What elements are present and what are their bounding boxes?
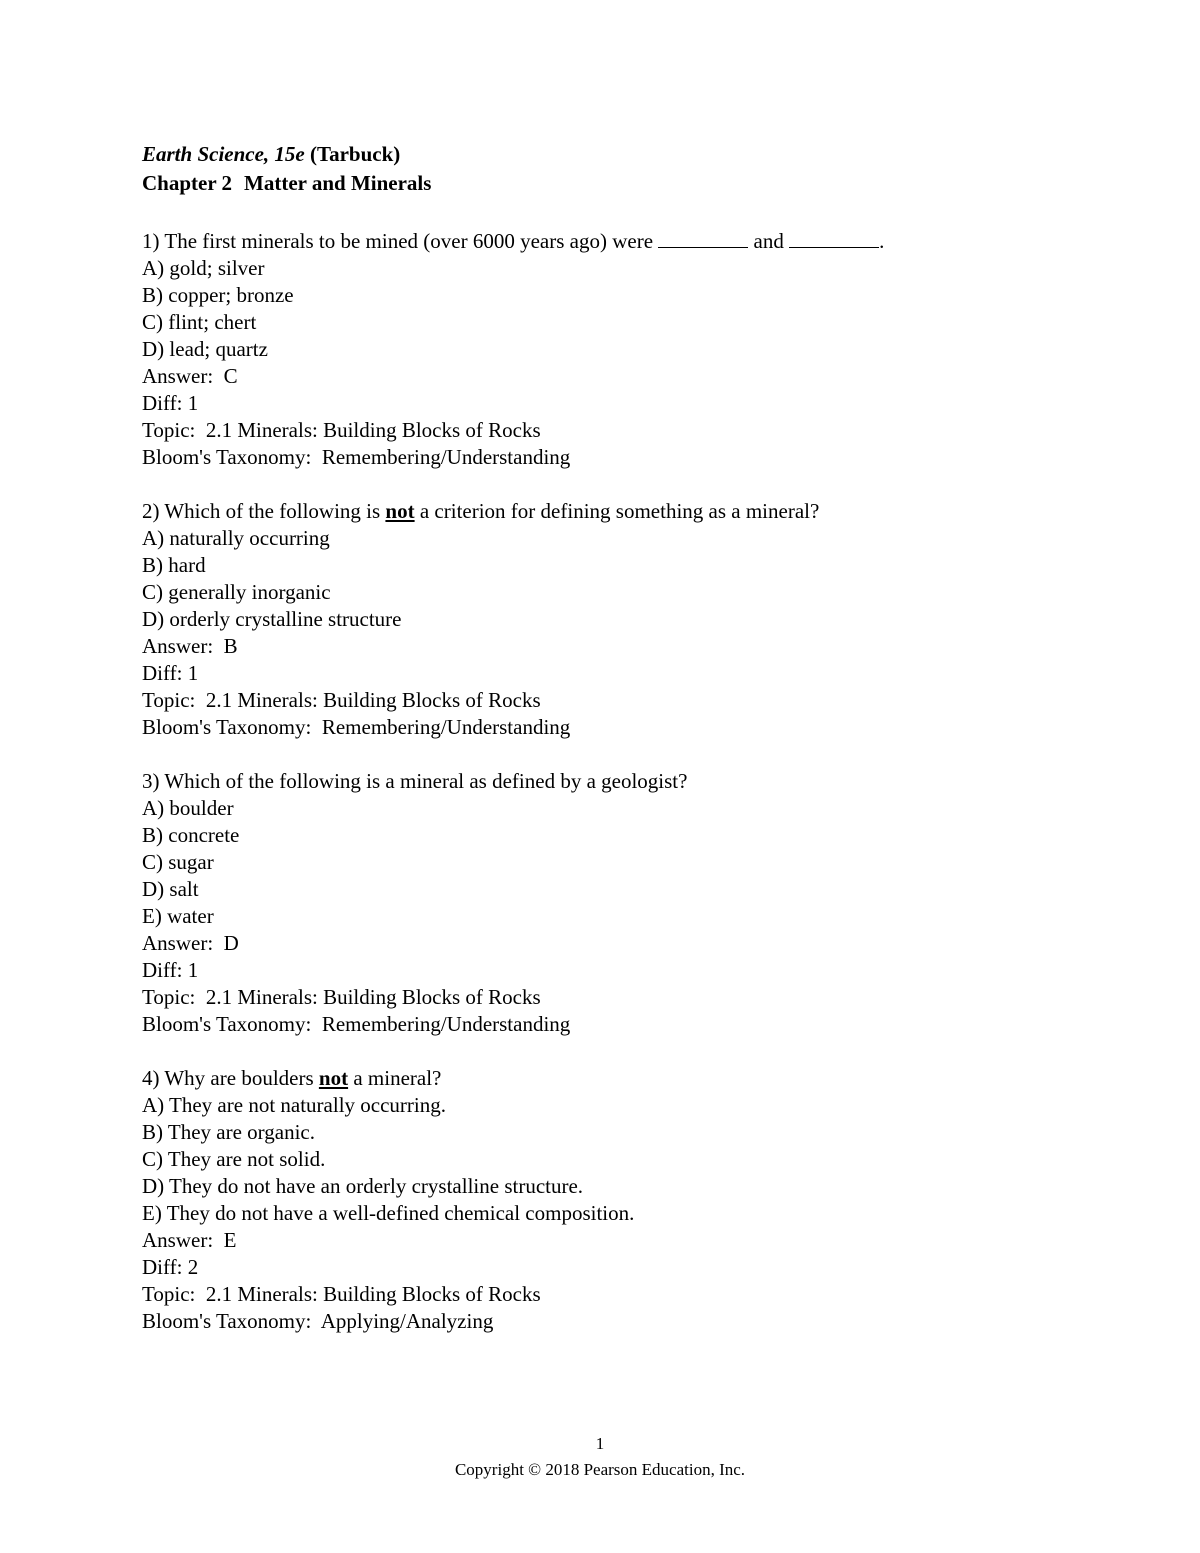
question-stem (142, 228, 1102, 255)
difficulty-line: Diff: 1 (142, 391, 199, 415)
question-3 (142, 768, 1102, 1038)
option-b: B) concrete (142, 823, 240, 847)
topic-line: Topic: 2.1 Minerals: Building Blocks of Rocks (142, 985, 541, 1009)
option-a: A) They are not naturally occurring. (142, 1093, 446, 1117)
emphasis-not: not (385, 499, 415, 523)
answer-blank (789, 229, 879, 248)
topic-line: Topic: 2.1 Minerals: Building Blocks of Rocks (142, 688, 541, 712)
option-e: E) They do not have a well-defined chemical composition. (142, 1201, 635, 1225)
option-d: D) orderly crystalline structure (142, 607, 402, 631)
option-e: E) water (142, 904, 214, 928)
book-title-italic: Earth Science, 15e (142, 142, 305, 166)
bloom-line: Bloom's Taxonomy: Remembering/Understanding (142, 445, 571, 469)
answer-line: Answer: D (142, 931, 239, 955)
stem-text: and (748, 229, 790, 253)
answer-line: Answer: E (142, 1228, 237, 1252)
option-b: B) They are organic. (142, 1120, 315, 1144)
stem-text: a mineral? (348, 1066, 442, 1090)
option-c: C) flint; chert (142, 310, 257, 334)
option-c: C) sugar (142, 850, 214, 874)
option-d: D) lead; quartz (142, 337, 268, 361)
question-stem: 3) Which of the following is a mineral as defined by a geologist? (142, 769, 688, 793)
option-c: C) They are not solid. (142, 1147, 326, 1171)
question-2 (142, 498, 1102, 741)
option-b: B) hard (142, 553, 206, 577)
copyright-notice: Copyright © 2018 Pearson Education, Inc. (454, 1460, 746, 1479)
topic-line: Topic: 2.1 Minerals: Building Blocks of Rocks (142, 1282, 541, 1306)
option-a: A) naturally occurring (142, 526, 330, 550)
book-author: (Tarbuck) (310, 142, 401, 166)
page-number: 1 (595, 1434, 605, 1453)
bloom-line: Bloom's Taxonomy: Remembering/Understanding (142, 715, 571, 739)
option-d: D) They do not have an orderly crystalline structure. (142, 1174, 584, 1198)
chapter-name: Matter and Minerals (244, 171, 432, 195)
emphasis-not: not (318, 1066, 349, 1090)
topic-line: Topic: 2.1 Minerals: Building Blocks of Rocks (142, 418, 541, 442)
option-b: B) copper; bronze (142, 283, 294, 307)
chapter-title (142, 170, 1102, 199)
question-stem (142, 498, 1102, 525)
question-4 (142, 1065, 1102, 1335)
stem-text: 4) Why are boulders (142, 1066, 319, 1090)
question-1 (142, 228, 1102, 471)
difficulty-line: Diff: 1 (142, 958, 199, 982)
bloom-line: Bloom's Taxonomy: Remembering/Understanding (142, 1012, 571, 1036)
difficulty-line: Diff: 2 (142, 1255, 199, 1279)
book-title (142, 141, 1102, 170)
option-d: D) salt (142, 877, 199, 901)
option-a: A) gold; silver (142, 256, 265, 280)
option-c: C) generally inorganic (142, 580, 331, 604)
chapter-label: Chapter 2 (142, 171, 233, 195)
stem-text: . (879, 229, 885, 253)
question-stem (142, 1065, 1102, 1092)
answer-blank (658, 229, 748, 248)
document-content (142, 141, 1102, 1335)
stem-text: 1) The first minerals to be mined (over 6000 years ago) were (142, 229, 659, 253)
option-a: A) boulder (142, 796, 234, 820)
difficulty-line: Diff: 1 (142, 661, 199, 685)
stem-text: a criterion for defining something as a mineral? (414, 499, 820, 523)
answer-line: Answer: C (142, 364, 238, 388)
answer-line: Answer: B (142, 634, 238, 658)
bloom-line: Bloom's Taxonomy: Applying/Analyzing (142, 1309, 494, 1333)
stem-text: 2) Which of the following is (142, 499, 386, 523)
